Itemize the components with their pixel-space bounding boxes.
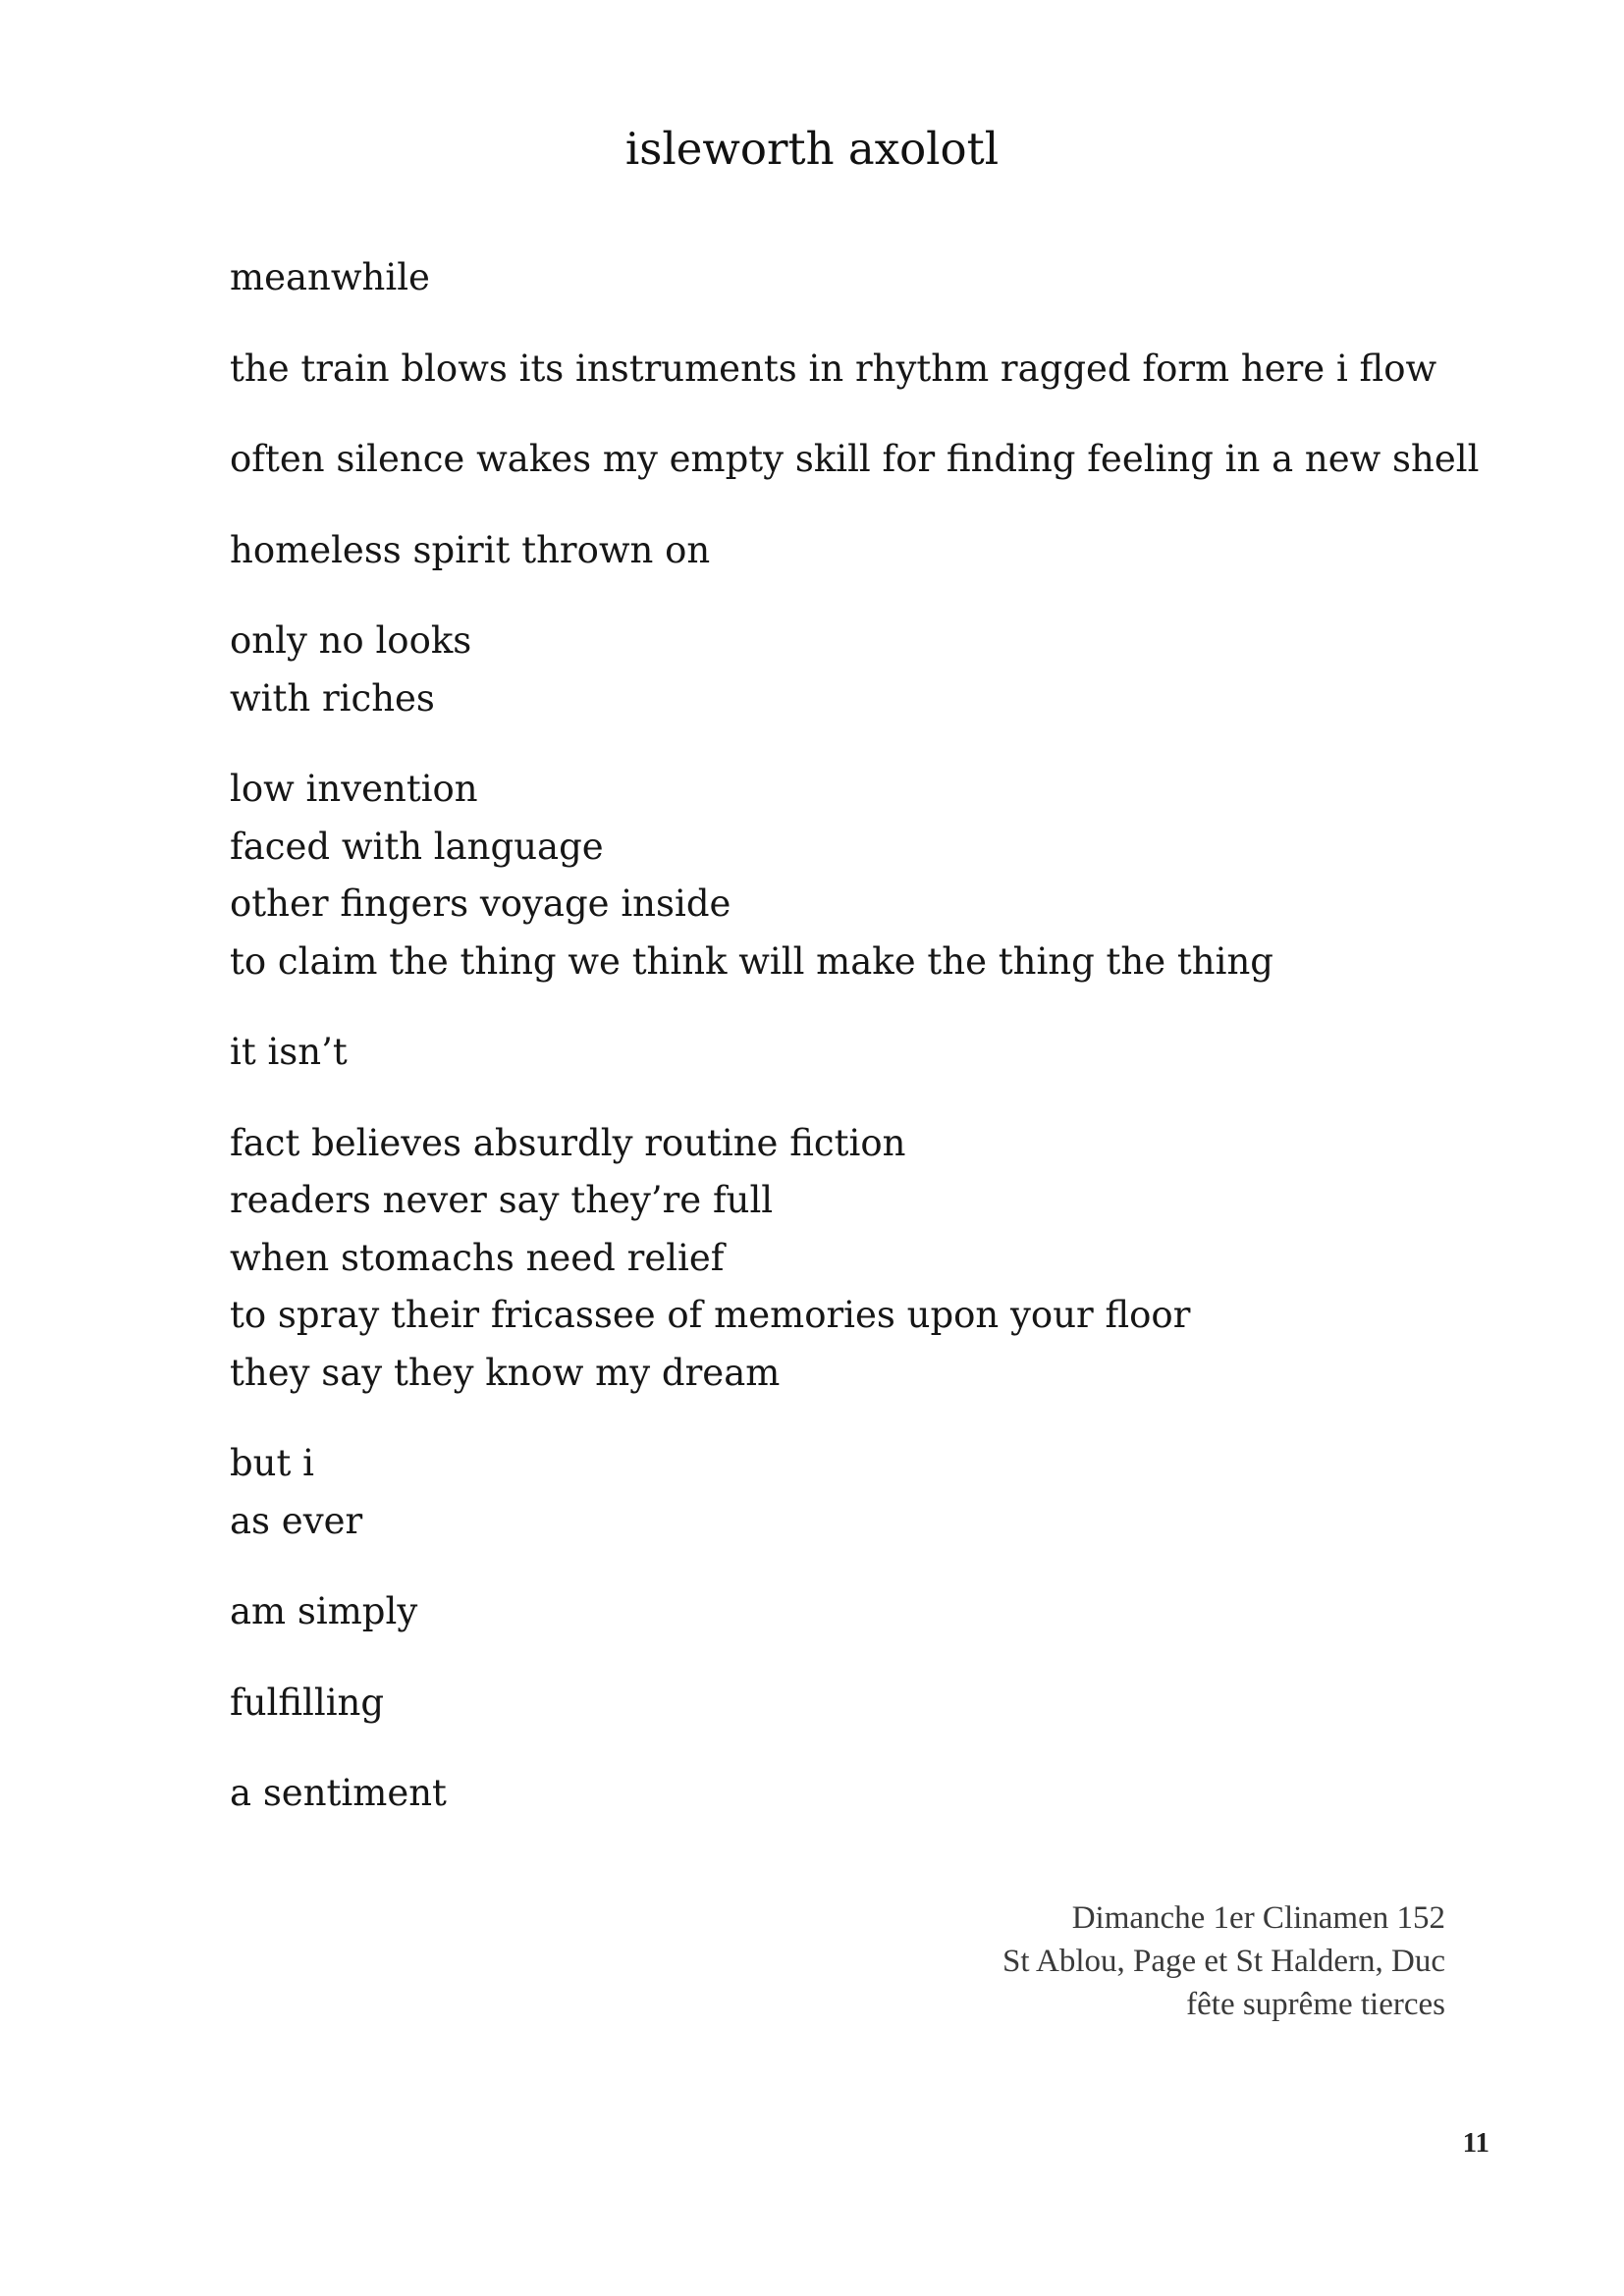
poem-line: a sentiment xyxy=(230,1772,447,1814)
stanza xyxy=(230,613,1447,727)
page-number: 11 xyxy=(1462,2127,1489,2159)
stanza xyxy=(230,1435,1447,1550)
stanza xyxy=(230,1583,1447,1641)
poem-line: other fingers voyage inside xyxy=(230,882,731,925)
poem-line: the train blows its instruments in rhythm ragged form here i flow xyxy=(230,347,1437,390)
poem-line: to spray their fricassee of memories upon your floor xyxy=(230,1294,1191,1336)
poem-line: it isn’t xyxy=(230,1031,348,1073)
stanza xyxy=(230,249,1447,307)
stanza xyxy=(230,522,1447,580)
poem-line: fact believes absurdly routine fiction xyxy=(230,1121,906,1164)
dateline-line: St Ablou, Page et St Haldern, Duc xyxy=(1002,1944,1445,1979)
poem-title: isleworth axolotl xyxy=(624,123,1000,175)
stanza xyxy=(230,431,1480,489)
stanza xyxy=(230,1765,1447,1823)
poem-line: fulfilling xyxy=(230,1681,385,1724)
poem-line: as ever xyxy=(230,1499,363,1542)
poem-line: when stomachs need relief xyxy=(230,1236,725,1279)
poem-line: low invention xyxy=(230,768,478,810)
stanza xyxy=(230,1024,1447,1082)
stanza xyxy=(230,1115,1447,1403)
poem-body xyxy=(230,249,1480,1856)
stanza xyxy=(230,1675,1447,1733)
dateline-line: fête suprême tierces xyxy=(1186,1987,1445,2022)
poem-line: faced with language xyxy=(230,825,604,868)
dateline xyxy=(1002,1896,1445,2026)
dateline-line: Dimanche 1er Clinamen 152 xyxy=(1071,1900,1445,1936)
poem-line: to claim the thing we think will make the thing the thing xyxy=(230,939,1273,983)
poem-line: am simply xyxy=(230,1590,418,1632)
poem-line: they say they know my dream xyxy=(230,1351,781,1394)
poem-line: with riches xyxy=(230,676,435,720)
poem-line: often silence wakes my empty skill for finding feeling in a new shell xyxy=(230,438,1480,480)
stanza xyxy=(230,761,1447,990)
poem-line: meanwhile xyxy=(230,256,430,298)
poem-line: only no looks xyxy=(230,619,472,662)
poem-line: homeless spirit thrown on xyxy=(230,528,711,571)
poem-line: but i xyxy=(230,1442,314,1484)
poem-line: readers never say they’re full xyxy=(230,1179,774,1221)
stanza xyxy=(230,341,1447,399)
